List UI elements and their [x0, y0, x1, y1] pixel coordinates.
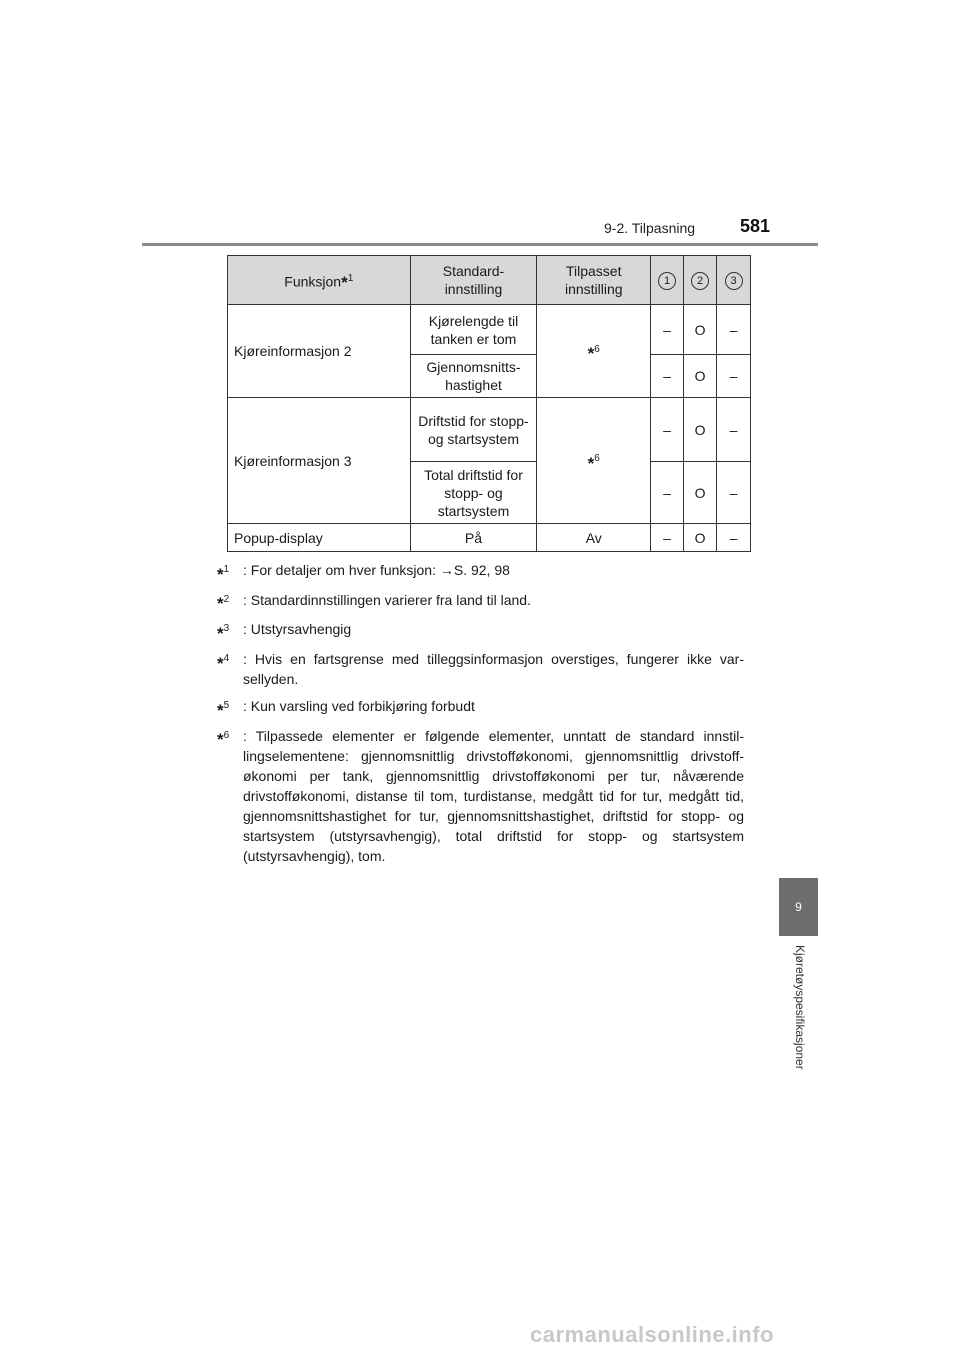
col1-cell: –	[651, 398, 684, 462]
function-cell: Popup-display	[228, 524, 411, 552]
asterisk-mark: *	[217, 623, 224, 643]
col2-cell: O	[684, 305, 717, 355]
custom-cell: *$^6$	[537, 398, 651, 524]
custom-cell: Av	[537, 524, 651, 552]
default-cell: Gjennomsnitts-hastighet	[410, 355, 537, 398]
asterisk-mark: *	[217, 653, 224, 673]
header-col2	[684, 256, 717, 305]
col1-cell: –	[651, 462, 684, 524]
asterisk-mark: *	[217, 700, 224, 720]
col3-cell: –	[717, 398, 751, 462]
watermark: carmanualsonline.info	[530, 1322, 774, 1347]
settings-table	[227, 255, 751, 552]
page-header-section: 9-2. Tilpasning	[604, 220, 696, 236]
asterisk-mark: *	[341, 273, 348, 293]
default-cell: Total driftstid for stopp- og startsystem	[410, 462, 537, 524]
circled-1-icon: 1	[658, 272, 676, 290]
table-header-row	[228, 256, 751, 305]
col1-cell: –	[651, 524, 684, 552]
circled-2-icon: 2	[691, 272, 709, 290]
header-default: Standard- innstilling	[410, 256, 537, 305]
col2-cell: O	[684, 355, 717, 398]
default-cell: Driftstid for stopp- og startsystem	[410, 398, 537, 462]
col1-cell: –	[651, 355, 684, 398]
col3-cell: –	[717, 355, 751, 398]
asterisk-mark: *	[217, 730, 224, 750]
footnote: *$^4$ : Hvis en fartsgrense med tilleggsinformasjon overstiges, fungerer ikke var-sellyden.	[217, 650, 744, 687]
default-cell: På	[410, 524, 537, 552]
page-number: 581	[740, 216, 771, 236]
header-custom: Tilpasset innstilling	[537, 256, 651, 305]
asterisk-mark: *	[217, 564, 224, 584]
col2-cell: O	[684, 462, 717, 524]
footnote: *$^6$ : Tilpassede elementer er følgende elementer, unntatt de standard innstil-lingselementene: gjennomsnittlig drivstofføkonomi, gjennomsnittlig drivstoff-økonomi per tank, gjennomsnittlig drivstofføkonomi per tur, nåværende drivstofføkonomi, distanse til tom, turdistanse, medgått tid for tur, medgått tid, gjennomsnittshastighet for tur, gjennomsnittshastighet, driftstid for stopp- og startsystem (utstyrsavhengig), total driftstid for stopp- og startsystem (utstyrsavhengig), tom.	[217, 727, 744, 864]
col2-cell: O	[684, 398, 717, 462]
table-row	[228, 398, 751, 462]
header-rule	[142, 243, 818, 246]
chapter-tab-label: Kjøretøyspesifikasjoner	[793, 945, 807, 1070]
header-col1	[651, 256, 684, 305]
header-function: Funksjon*$^1$	[228, 256, 411, 305]
asterisk-mark: *	[587, 453, 595, 473]
chapter-tab-number: 9	[779, 878, 818, 936]
footnotes	[217, 560, 744, 873]
table-row	[228, 305, 751, 355]
col3-cell: –	[717, 462, 751, 524]
function-cell: Kjøreinformasjon 3	[228, 398, 411, 524]
asterisk-mark: *	[217, 594, 224, 614]
function-cell: Kjøreinformasjon 2	[228, 305, 411, 398]
asterisk-mark: *	[587, 344, 595, 364]
col3-cell: –	[717, 524, 751, 552]
col2-cell: O	[684, 524, 717, 552]
col3-cell: –	[717, 305, 751, 355]
footnote: *$^3$ : Utstyrsavhengig	[217, 621, 352, 643]
header-col3	[717, 256, 751, 305]
circled-3-icon: 3	[725, 272, 743, 290]
footnote: *$^5$ : Kun varsling ved forbikjøring forbudt	[217, 697, 475, 720]
custom-cell: *$^6$	[537, 305, 651, 398]
col1-cell: –	[651, 305, 684, 355]
table-row	[228, 524, 751, 552]
default-cell: Kjørelengde til tanken er tom	[410, 305, 537, 355]
footnote: *$^1$ : For detaljer om hver funksjon: →S. 92, 98	[217, 562, 510, 584]
footnote: *$^2$ : Standardinnstillingen varierer fra land til land.	[217, 591, 531, 614]
